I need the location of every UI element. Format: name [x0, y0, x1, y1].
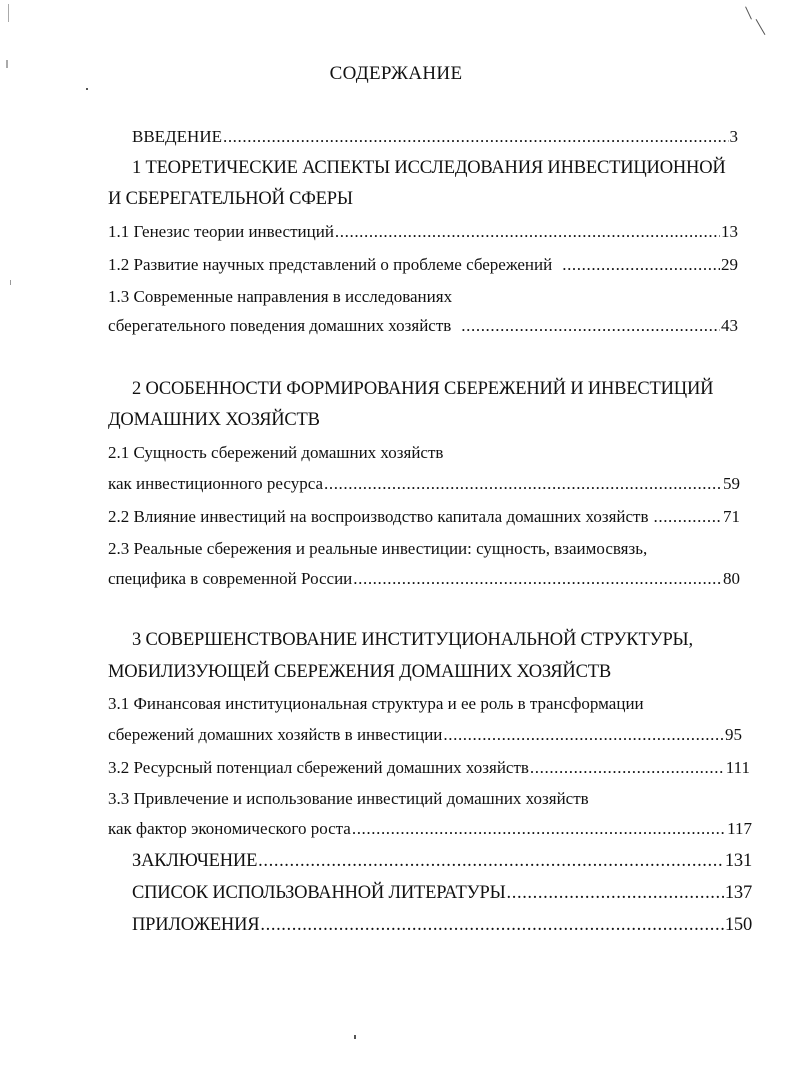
page-number: 111 [725, 758, 750, 777]
toc-entry-text: как фактор экономического роста [108, 819, 351, 838]
toc-entry-text: специфика в современной России [108, 569, 353, 588]
toc-entry-text: 3.2 Ресурсный потенциал сбережений домашних хозяйств [108, 758, 529, 777]
chapter-1-heading-cont: И СБЕРЕГАТЕЛЬНОЙ СФЕРЫ [108, 189, 353, 209]
toc-entry-appendix[interactable] [132, 913, 752, 937]
toc-entry-bibliography[interactable] [132, 881, 752, 905]
dot-leader [352, 817, 726, 841]
dot-leader [654, 505, 723, 529]
toc-entry-1-3-cont[interactable] [108, 314, 738, 338]
scan-mark [10, 280, 11, 285]
toc-entry-text: ЗАКЛЮЧЕНИЕ [132, 851, 258, 871]
toc-entry-text: как инвестиционного ресурса [108, 474, 323, 493]
toc-entry-text: 1.2 Развитие научных представлений о проблеме сбережений [108, 255, 553, 274]
toc-entry-2-3-cont[interactable] [108, 567, 740, 591]
chapter-3-heading[interactable]: 3 СОВЕРШЕНСТВОВАНИЕ ИНСТИТУЦИОНАЛЬНОЙ СТРУКТУРЫ, [132, 630, 693, 650]
toc-entry-text: сбережений домашних хозяйств в инвестиции [108, 725, 443, 744]
page-number: 29 [721, 255, 738, 274]
chapter-2-heading[interactable]: 2 ОСОБЕННОСТИ ФОРМИРОВАНИЯ СБЕРЕЖЕНИЙ И ИНВЕСТИЦИЙ [132, 379, 714, 399]
toc-entry-2-1-cont[interactable] [108, 472, 740, 496]
page-number: 59 [723, 474, 740, 493]
dot-leader [461, 314, 720, 338]
page-number: 13 [721, 222, 738, 241]
toc-entry-2-2[interactable] [108, 505, 740, 529]
toc-entry-3-3-cont[interactable] [108, 817, 752, 841]
dot-leader [507, 881, 724, 905]
scan-mark [6, 60, 8, 68]
page-number: 117 [727, 819, 752, 838]
toc-entry-text: сберегательного поведения домашних хозяйств [108, 316, 452, 335]
page-number: 43 [721, 316, 738, 335]
toc-entry-conclusion[interactable] [132, 849, 752, 873]
toc-entry-1-1[interactable] [108, 220, 738, 244]
dot-leader [335, 220, 720, 244]
scan-mark [86, 88, 88, 90]
toc-entry-3-3[interactable]: 3.3 Привлечение и использование инвестиций домашних хозяйств [108, 789, 589, 808]
toc-entry-3-1-cont[interactable] [108, 723, 742, 747]
page-title: СОДЕРЖАНИЕ [329, 63, 463, 84]
page-number: 95 [725, 725, 742, 744]
scan-mark [8, 4, 9, 22]
page-number: 137 [724, 883, 752, 903]
scan-mark [354, 1035, 356, 1039]
page-number: 80 [723, 569, 740, 588]
toc-entry-3-1[interactable]: 3.1 Финансовая институциональная структура и ее роль в трансформации [108, 694, 644, 713]
chapter-3-heading-cont: МОБИЛИЗУЮЩЕЙ СБЕРЕЖЕНИЯ ДОМАШНИХ ХОЗЯЙСТВ [108, 662, 611, 682]
chapter-1-heading[interactable]: 1 ТЕОРЕТИЧЕСКИЕ АСПЕКТЫ ИССЛЕДОВАНИЯ ИНВЕСТИЦИОННОЙ [132, 158, 726, 178]
dot-leader [443, 723, 724, 747]
toc-entry-3-2[interactable] [108, 756, 750, 780]
toc-entry-introduction[interactable] [132, 125, 738, 149]
toc-entry-2-1[interactable]: 2.1 Сущность сбережений домашних хозяйств [108, 443, 444, 462]
page-number: 3 [729, 127, 738, 146]
dot-leader [324, 472, 722, 496]
toc-entry-text: 1.1 Генезис теории инвестиций [108, 222, 334, 241]
dot-leader [223, 125, 729, 149]
dot-leader [258, 849, 724, 873]
dot-leader [562, 253, 720, 277]
chapter-2-heading-cont: ДОМАШНИХ ХОЗЯЙСТВ [108, 410, 320, 430]
dot-leader [260, 913, 723, 937]
toc-entry-1-3[interactable]: 1.3 Современные направления в исследованиях [108, 287, 453, 306]
toc-entry-2-3[interactable]: 2.3 Реальные сбережения и реальные инвестиции: сущность, взаимосвязь, [108, 539, 648, 558]
dot-leader [353, 567, 722, 591]
dot-leader [530, 756, 725, 780]
toc-entry-text: СПИСОК ИСПОЛЬЗОВАННОЙ ЛИТЕРАТУРЫ [132, 883, 506, 903]
page-number: 131 [724, 851, 752, 871]
toc-entry-1-2[interactable] [108, 253, 738, 277]
page-number: 150 [724, 915, 752, 935]
toc-entry-text: ВВЕДЕНИЕ [132, 127, 222, 146]
toc-entry-text: 2.2 Влияние инвестиций на воспроизводство капитала домашних хозяйств [108, 507, 649, 526]
toc-entry-text: ПРИЛОЖЕНИЯ [132, 915, 260, 935]
page-number: 71 [723, 507, 740, 526]
